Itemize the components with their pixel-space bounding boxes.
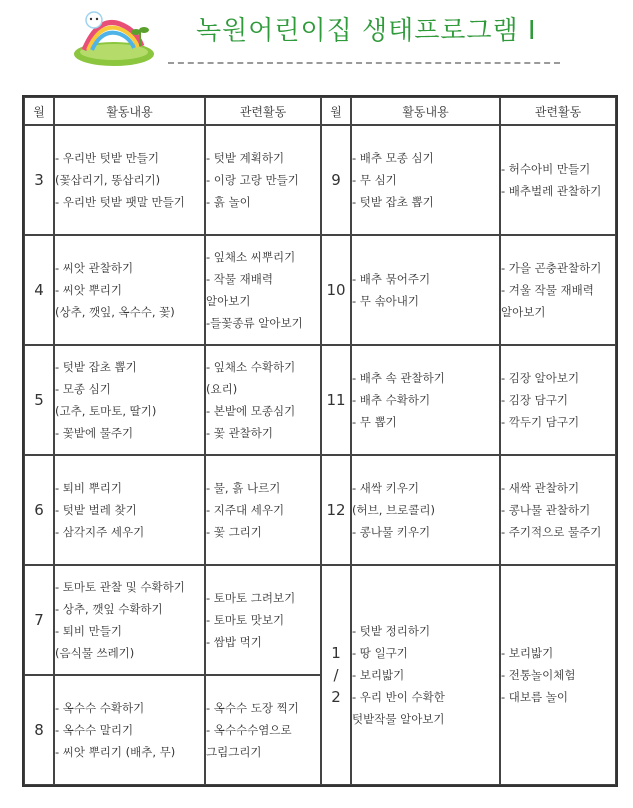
related-cell (205, 675, 321, 785)
related-line: - 물, 흙 나르기 (206, 481, 281, 495)
month-cell: 10 (321, 235, 351, 345)
related-line: - 새싹 관찰하기 (501, 481, 580, 495)
activity-line: - 우리반 텃밭 팻말 만들기 (55, 195, 185, 209)
month-cell: 3 (24, 125, 54, 235)
related-line: (요리) (206, 382, 238, 396)
activity-line: (허브, 브로콜리) (352, 503, 435, 517)
month-cell: 6 (24, 455, 54, 565)
page-title: 녹원어린이집 생태프로그램 Ⅰ (196, 16, 537, 46)
activity-line: (음식물 쓰레기) (55, 646, 135, 660)
related-line: 알아보기 (501, 305, 546, 319)
activity-line: - 퇴비 만들기 (55, 624, 123, 638)
month-part: / (333, 666, 339, 684)
related-line: - 이랑 고랑 만들기 (206, 173, 299, 187)
related-cell (205, 345, 321, 455)
activity-line: - 씨앗 뿌리기 (배추, 무) (55, 745, 176, 759)
activity-line: - 배추 모종 심기 (352, 151, 434, 165)
related-line: - 텃밭 계획하기 (206, 151, 285, 165)
table-row (24, 565, 616, 675)
related-line: - 허수아비 만들기 (501, 162, 591, 176)
related-line: - 전통놀이체험 (501, 668, 576, 682)
title-divider (168, 62, 560, 64)
related-cell (500, 565, 616, 785)
related-cell (500, 455, 616, 565)
activity-line: - 퇴비 뿌리기 (55, 481, 123, 495)
activity-cell (351, 565, 500, 785)
activity-line: - 옥수수 수확하기 (55, 701, 145, 715)
activity-line: - 배추 묶어주기 (352, 272, 431, 286)
activity-line: - 상추, 깻잎 수확하기 (55, 602, 163, 616)
month-cell-jan-feb (321, 565, 351, 785)
month-cell: 5 (24, 345, 54, 455)
activity-line: - 무 심기 (352, 173, 397, 187)
activity-line: - 씨앗 관찰하기 (55, 261, 134, 275)
activity-line: - 콩나물 키우기 (352, 525, 431, 539)
activity-line: - 무 뽑기 (352, 415, 397, 429)
related-line: - 토마토 그려보기 (206, 591, 296, 605)
related-line: -들꽃종류 알아보기 (206, 316, 303, 330)
column-header-month-2: 월 (321, 97, 351, 125)
related-cell (205, 455, 321, 565)
related-line: - 본밭에 모종심기 (206, 404, 296, 418)
activity-line: 텃밭작물 알아보기 (352, 712, 445, 726)
table-row (24, 235, 616, 345)
related-line: - 잎채소 수확하기 (206, 360, 296, 374)
activity-cell (351, 235, 500, 345)
related-line: - 쌈밥 먹기 (206, 635, 262, 649)
activity-line: - 텃밭 정리하기 (352, 624, 431, 638)
activity-line: - 새싹 키우기 (352, 481, 420, 495)
related-line: - 옥수수수염으로 (206, 723, 292, 737)
activity-cell (351, 125, 500, 235)
activity-line: - 꽃밭에 물주기 (55, 426, 134, 440)
page-header (0, 0, 633, 80)
related-cell (500, 345, 616, 455)
activity-cell (54, 125, 205, 235)
related-cell (205, 235, 321, 345)
activity-cell (54, 235, 205, 345)
related-cell (205, 565, 321, 675)
related-line: - 배추벌레 관찰하기 (501, 184, 602, 198)
table-header-row (24, 97, 616, 125)
activity-line: - 삼각지주 세우기 (55, 525, 145, 539)
related-line: - 흙 놀이 (206, 195, 251, 209)
activity-line: - 땅 일구기 (352, 646, 408, 660)
related-line: - 꽃 그리기 (206, 525, 262, 539)
related-line: - 잎채소 씨뿌리기 (206, 250, 296, 264)
related-line: - 작물 재배력 (206, 272, 274, 286)
activity-line: - 배추 속 관찰하기 (352, 371, 445, 385)
related-cell (205, 125, 321, 235)
month-part: 2 (331, 688, 341, 706)
activity-line: (상추, 깻잎, 옥수수, 꽃) (55, 305, 175, 319)
related-line: - 깍두기 담구기 (501, 415, 580, 429)
activity-line: (고추, 토마토, 딸기) (55, 404, 157, 418)
related-line: - 토마토 맛보기 (206, 613, 285, 627)
kids-garden-logo-icon (70, 6, 158, 68)
activity-line: - 텃밭 잡초 뽑기 (55, 360, 137, 374)
column-header-related-2: 관련활동 (500, 97, 616, 125)
related-line: - 꽃 관찰하기 (206, 426, 274, 440)
related-line: - 김장 담구기 (501, 393, 569, 407)
related-line: - 콩나물 관찰하기 (501, 503, 591, 517)
column-header-related: 관련활동 (205, 97, 321, 125)
column-header-month: 월 (24, 97, 54, 125)
month-cell: 7 (24, 565, 54, 675)
activity-line: - 텃밭 잡초 뽑기 (352, 195, 434, 209)
month-cell: 11 (321, 345, 351, 455)
activity-line: - 배추 수확하기 (352, 393, 431, 407)
schedule-table (22, 95, 618, 787)
related-line: - 겨울 작물 재배력 (501, 283, 594, 297)
table-row (24, 345, 616, 455)
activity-cell (54, 455, 205, 565)
month-part: 1 (331, 644, 341, 662)
month-cell: 9 (321, 125, 351, 235)
related-line: 그림그리기 (206, 745, 262, 759)
activity-cell (54, 675, 205, 785)
activity-line: - 모종 심기 (55, 382, 111, 396)
table-row (24, 125, 616, 235)
activity-cell (54, 565, 205, 675)
related-line: - 주기적으로 물주기 (501, 525, 602, 539)
activity-line: - 씨앗 뿌리기 (55, 283, 123, 297)
related-line: - 보리밟기 (501, 646, 554, 660)
activity-line: - 토마토 관찰 및 수확하기 (55, 580, 185, 594)
column-header-activity-2: 활동내용 (351, 97, 500, 125)
month-cell: 4 (24, 235, 54, 345)
activity-line: - 보리밟기 (352, 668, 405, 682)
activity-cell (351, 455, 500, 565)
related-line: - 대보름 놀이 (501, 690, 569, 704)
activity-line: - 우리반 텃밭 만들기 (55, 151, 159, 165)
related-line: - 김장 알아보기 (501, 371, 580, 385)
activity-line: - 텃밭 벌레 찾기 (55, 503, 137, 517)
activity-line: - 무 솎아내기 (352, 294, 420, 308)
related-line: - 지주대 세우기 (206, 503, 285, 517)
month-cell: 12 (321, 455, 351, 565)
activity-cell (351, 345, 500, 455)
activity-cell (54, 345, 205, 455)
month-cell: 8 (24, 675, 54, 785)
related-cell (500, 125, 616, 235)
table-row (24, 455, 616, 565)
column-header-activity: 활동내용 (54, 97, 205, 125)
activity-line: (꽃삽리기, 똥삽리기) (55, 173, 161, 187)
related-line: - 옥수수 도장 찍기 (206, 701, 299, 715)
related-line: - 가을 곤충관찰하기 (501, 261, 602, 275)
related-line: 알아보기 (206, 294, 251, 308)
activity-line: - 옥수수 말리기 (55, 723, 134, 737)
related-cell (500, 235, 616, 345)
activity-line: - 우리 반이 수확한 (352, 690, 445, 704)
